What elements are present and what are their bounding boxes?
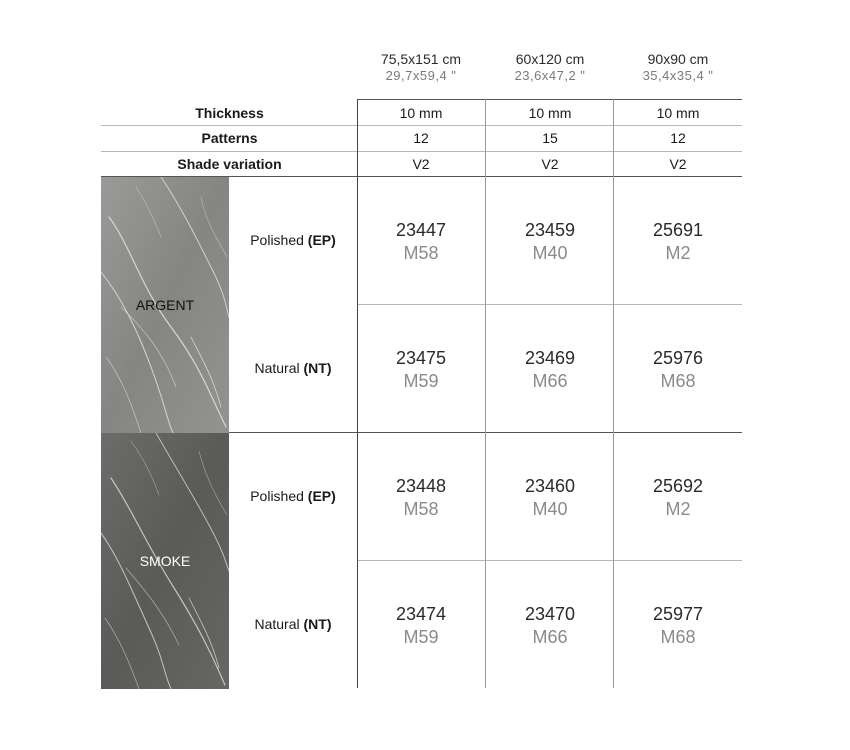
product-cell xyxy=(357,347,485,393)
spec-label: Shade variation xyxy=(177,156,282,172)
model-code: M40 xyxy=(532,499,568,519)
spec-value: 12 xyxy=(670,130,686,146)
size-cm: 60x120 cm xyxy=(515,51,585,67)
finish-code: (EP) xyxy=(307,232,336,248)
product-cell xyxy=(614,219,742,265)
finish-label xyxy=(230,360,356,376)
finish-label xyxy=(230,616,356,632)
article-code: 23448 xyxy=(395,476,447,496)
size-header-1 xyxy=(357,50,485,84)
size-header-2 xyxy=(486,50,614,84)
spec-value: V2 xyxy=(541,156,559,172)
spec-value: V2 xyxy=(669,156,687,172)
article-code: 23475 xyxy=(395,348,447,368)
model-code: M66 xyxy=(532,627,568,647)
size-inch: 35,4x35,4 " xyxy=(642,68,714,83)
product-cell xyxy=(614,603,742,649)
product-cell xyxy=(486,603,614,649)
column-divider xyxy=(357,99,358,688)
article-code: 23447 xyxy=(395,220,447,240)
size-cm: 90x90 cm xyxy=(647,51,709,67)
product-cell xyxy=(357,475,485,521)
spec-value: 10 mm xyxy=(399,105,443,121)
model-code: M58 xyxy=(403,243,439,263)
product-cell xyxy=(357,603,485,649)
product-cell xyxy=(486,219,614,265)
article-code: 23469 xyxy=(524,348,576,368)
model-code: M68 xyxy=(660,627,696,647)
spec-value: 15 xyxy=(542,130,558,146)
marble-swatch-smoke xyxy=(101,433,229,689)
finish-label xyxy=(230,232,356,248)
finish-code: (NT) xyxy=(303,360,332,376)
article-code: 25692 xyxy=(652,476,704,496)
article-code: 23474 xyxy=(395,604,447,624)
product-cell xyxy=(486,347,614,393)
size-cm: 75,5x151 cm xyxy=(380,51,462,67)
finish-name: Natural xyxy=(254,360,304,376)
finish-label xyxy=(230,488,356,504)
article-code: 23470 xyxy=(524,604,576,624)
spec-value: 10 mm xyxy=(528,105,572,121)
table-top-rule xyxy=(357,99,742,100)
product-cell xyxy=(614,347,742,393)
finish-name: Polished xyxy=(250,232,308,248)
size-header-3 xyxy=(614,50,742,84)
article-code: 23460 xyxy=(524,476,576,496)
finish-code: (EP) xyxy=(307,488,336,504)
column-divider xyxy=(485,99,486,688)
model-code: M58 xyxy=(403,499,439,519)
spec-value: V2 xyxy=(412,156,430,172)
model-code: M40 xyxy=(532,243,568,263)
model-code: M68 xyxy=(660,371,696,391)
size-inch: 23,6x47,2 " xyxy=(514,68,586,83)
article-code: 25976 xyxy=(652,348,704,368)
model-code: M2 xyxy=(665,243,691,263)
spec-value: 12 xyxy=(413,130,429,146)
spec-label: Thickness xyxy=(195,105,264,121)
article-code: 25977 xyxy=(652,604,704,624)
column-divider xyxy=(613,99,614,688)
article-code: 25691 xyxy=(652,220,704,240)
finish-code: (NT) xyxy=(303,616,332,632)
swatch-color-name: ARGENT xyxy=(135,297,195,313)
swatch-color-name: SMOKE xyxy=(139,553,191,569)
spec-value: 10 mm xyxy=(656,105,700,121)
marble-swatch-argent xyxy=(101,177,229,433)
product-cell xyxy=(357,219,485,265)
size-inch: 29,7x59,4 " xyxy=(385,68,457,83)
row-divider xyxy=(357,304,742,305)
finish-name: Polished xyxy=(250,488,308,504)
row-divider xyxy=(357,560,742,561)
article-code: 23459 xyxy=(524,220,576,240)
finish-name: Natural xyxy=(254,616,304,632)
spec-label: Patterns xyxy=(201,130,258,146)
product-cell xyxy=(614,475,742,521)
model-code: M59 xyxy=(403,627,439,647)
model-code: M2 xyxy=(665,499,691,519)
product-cell xyxy=(486,475,614,521)
model-code: M66 xyxy=(532,371,568,391)
model-code: M59 xyxy=(403,371,439,391)
